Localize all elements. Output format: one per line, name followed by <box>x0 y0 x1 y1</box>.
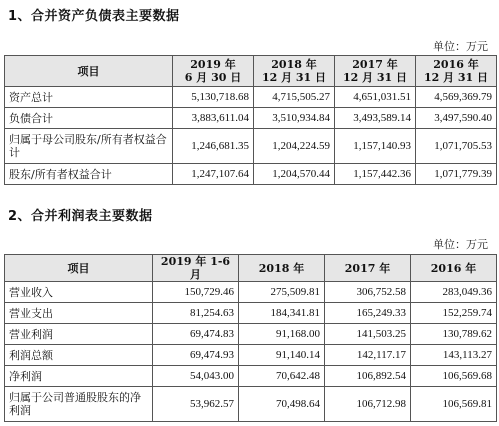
cell-value: 184,341.81 <box>239 303 325 324</box>
row-label: 净利润 <box>5 366 153 387</box>
cell-value: 106,569.81 <box>411 387 497 422</box>
cell-value: 3,497,590.40 <box>416 108 497 129</box>
cell-value: 1,071,779.39 <box>416 164 497 185</box>
cell-value: 283,049.36 <box>411 282 497 303</box>
cell-value: 91,168.00 <box>239 324 325 345</box>
header-2017: 2017 年 <box>325 255 411 282</box>
income-statement-unit: 单位：万元 <box>433 238 488 251</box>
cell-value: 3,883,611.04 <box>173 108 254 129</box>
cell-value: 1,204,224.59 <box>254 129 335 164</box>
table-row <box>5 387 497 422</box>
cell-value: 275,509.81 <box>239 282 325 303</box>
balance-sheet-title: 1、合并资产负债表主要数据 <box>8 9 180 24</box>
cell-value: 70,498.64 <box>239 387 325 422</box>
income-statement-title: 2、合并利润表主要数据 <box>8 209 153 224</box>
cell-value: 150,729.46 <box>153 282 239 303</box>
cell-value: 306,752.58 <box>325 282 411 303</box>
cell-value: 1,157,140.93 <box>335 129 416 164</box>
cell-value: 143,113.27 <box>411 345 497 366</box>
cell-value: 1,071,705.53 <box>416 129 497 164</box>
cell-value: 69,474.83 <box>153 324 239 345</box>
header-2018: 2018 年 <box>239 255 325 282</box>
cell-value: 142,117.17 <box>325 345 411 366</box>
table-row <box>5 282 497 303</box>
table-row <box>5 324 497 345</box>
balance-sheet-unit: 单位：万元 <box>433 40 488 53</box>
cell-value: 91,140.14 <box>239 345 325 366</box>
table-row <box>5 164 497 185</box>
cell-value: 1,246,681.35 <box>173 129 254 164</box>
income-statement-table <box>4 254 497 422</box>
cell-value: 5,130,718.68 <box>173 87 254 108</box>
cell-value: 4,569,369.79 <box>416 87 497 108</box>
cell-value: 69,474.93 <box>153 345 239 366</box>
header-item: 项目 <box>5 255 153 282</box>
header-2016: 2016 年 12 月 31 日 <box>416 56 497 87</box>
row-label: 股东/所有者权益合计 <box>5 164 173 185</box>
cell-value: 106,892.54 <box>325 366 411 387</box>
cell-value: 70,642.48 <box>239 366 325 387</box>
header-2017: 2017 年 12 月 31 日 <box>335 56 416 87</box>
cell-value: 81,254.63 <box>153 303 239 324</box>
cell-value: 3,510,934.84 <box>254 108 335 129</box>
row-label: 资产总计 <box>5 87 173 108</box>
header-2016: 2016 年 <box>411 255 497 282</box>
cell-value: 4,715,505.27 <box>254 87 335 108</box>
header-2019-h1: 2019 年 6 月 30 日 <box>173 56 254 87</box>
row-label: 营业利润 <box>5 324 153 345</box>
row-label: 营业支出 <box>5 303 153 324</box>
cell-value: 130,789.62 <box>411 324 497 345</box>
cell-value: 152,259.74 <box>411 303 497 324</box>
row-label: 利润总额 <box>5 345 153 366</box>
table-row <box>5 345 497 366</box>
cell-value: 165,249.33 <box>325 303 411 324</box>
cell-value: 53,962.57 <box>153 387 239 422</box>
table-row <box>5 108 497 129</box>
row-label: 归属于公司普通股股东的净利润 <box>5 387 153 422</box>
table-row <box>5 87 497 108</box>
table-row <box>5 303 497 324</box>
cell-value: 1,204,570.44 <box>254 164 335 185</box>
cell-value: 106,569.68 <box>411 366 497 387</box>
cell-value: 4,651,031.51 <box>335 87 416 108</box>
row-label: 负债合计 <box>5 108 173 129</box>
header-item: 项目 <box>5 56 173 87</box>
cell-value: 106,712.98 <box>325 387 411 422</box>
cell-value: 1,157,442.36 <box>335 164 416 185</box>
balance-sheet-table <box>4 55 497 185</box>
row-label: 归属于母公司股东/所有者权益合计 <box>5 129 173 164</box>
table-header-row <box>5 56 497 87</box>
cell-value: 3,493,589.14 <box>335 108 416 129</box>
cell-value: 54,043.00 <box>153 366 239 387</box>
table-row <box>5 366 497 387</box>
cell-value: 141,503.25 <box>325 324 411 345</box>
table-row <box>5 129 497 164</box>
cell-value: 1,247,107.64 <box>173 164 254 185</box>
table-header-row <box>5 255 497 282</box>
header-2018: 2018 年 12 月 31 日 <box>254 56 335 87</box>
row-label: 营业收入 <box>5 282 153 303</box>
header-2019-h1: 2019 年 1-6 月 <box>153 255 239 282</box>
